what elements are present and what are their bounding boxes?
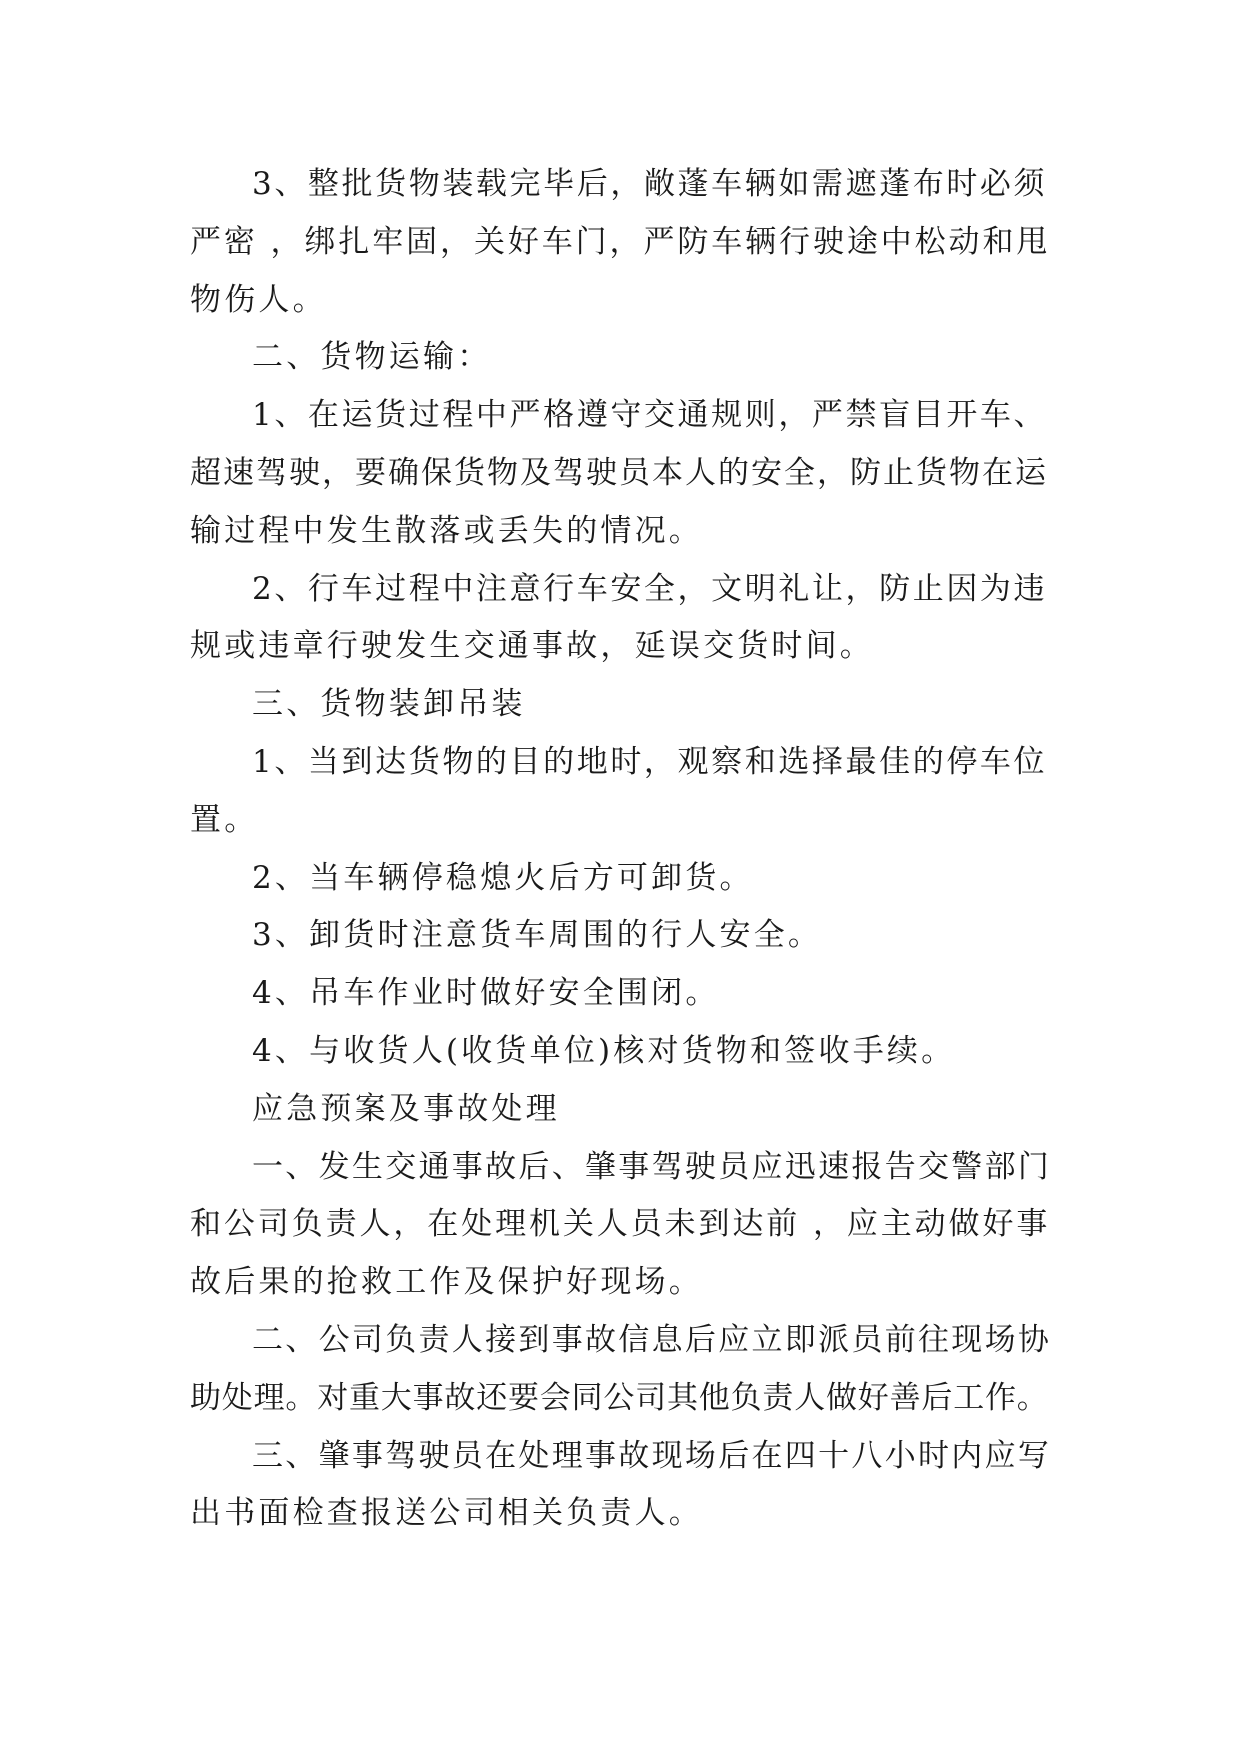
text-line: 故后果的抢救工作及保护好现场。	[190, 1264, 703, 1301]
text-line: 严密 ，绑扎牢固，关好车门，严防车辆行驶途中松动和甩	[190, 223, 1051, 260]
text-line: 物伤人。	[190, 281, 327, 318]
text-line: 规或违章行驶发生交通事故，延误交货时间。	[190, 628, 874, 665]
text-line: 1、在运货过程中严格遵守交通规则，严禁盲目开车、	[252, 397, 1048, 434]
text-line: 4、与收货人(收货单位)核对货物和签收手续。	[252, 1032, 956, 1069]
text-line: 输过程中发生散落或丢失的情况。	[190, 512, 703, 549]
text-line: 2、行车过程中注意行车安全，文明礼让，防止因为违	[252, 570, 1048, 607]
text-line: 二、公司负责人接到事故信息后应立即派员前往现场协	[252, 1321, 1052, 1358]
text-line: 3、整批货物装载完毕后，敞蓬车辆如需遮蓬布时必须	[252, 166, 1048, 202]
text-line: 3、卸货时注意货车周围的行人安全。	[252, 917, 823, 954]
text-line: 2、当车辆停稳熄火后方可卸货。	[252, 859, 754, 896]
text-line: 一、发生交通事故后、肇事驾驶员应迅速报告交警部门	[252, 1148, 1052, 1185]
text-line: 三、货物装卸吊装	[252, 686, 526, 723]
text-line: 出书面检查报送公司相关负责人。	[190, 1495, 703, 1532]
text-line: 助处理。对重大事故还要会同公司其他负责人做好善后工作。	[190, 1379, 1049, 1416]
text-line: 二、货物运输：	[252, 339, 492, 376]
text-line: 置。	[190, 801, 259, 838]
text-line: 三、肇事驾驶员在处理事故现场后在四十八小时内应写	[252, 1437, 1052, 1474]
document-body	[190, 156, 1052, 1543]
text-line: 4、吊车作业时做好安全围闭。	[252, 975, 720, 1012]
text-line: 1、当到达货物的目的地时，观察和选择最佳的停车位	[252, 743, 1048, 780]
text-line: 超速驾驶，要确保货物及驾驶员本人的安全，防止货物在运	[190, 454, 1048, 491]
text-line: 应急预案及事故处理	[252, 1090, 560, 1127]
text-line: 和公司负责人，在处理机关人员未到达前 ，应主动做好事	[190, 1206, 1051, 1243]
